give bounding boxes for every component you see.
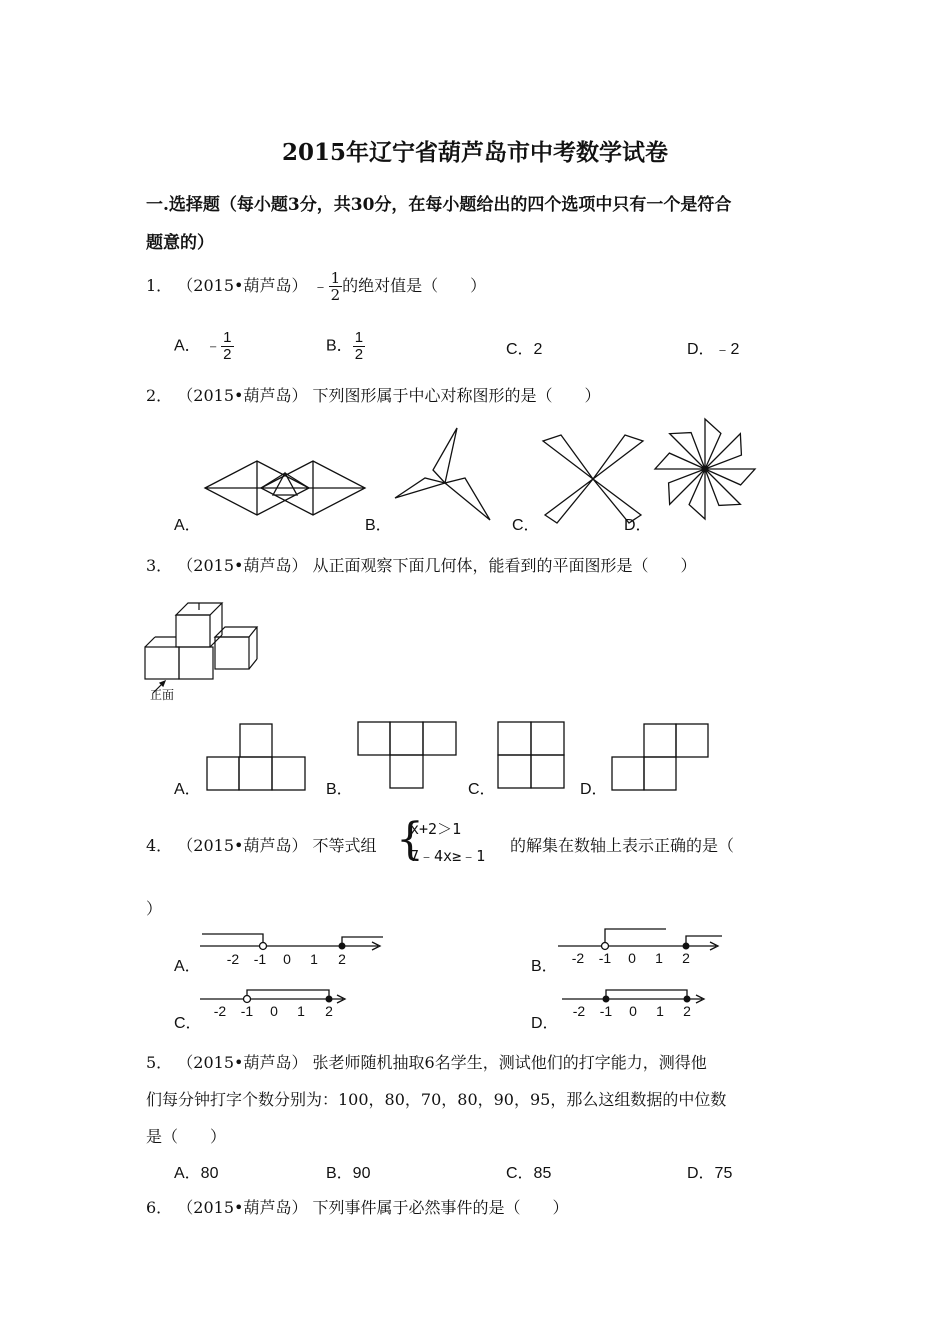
q4-numberline-c xyxy=(200,985,355,1021)
q4-c-tick-3: 1 xyxy=(297,1003,305,1019)
q1-option-b-num: 1 xyxy=(354,329,364,346)
q3-figure-a xyxy=(207,724,305,790)
q1-option-b-fraction xyxy=(353,330,365,363)
q4-option-b-label[interactable]: B． xyxy=(531,958,558,975)
q4-d-tick-2: 0 xyxy=(629,1003,637,1019)
q1-option-a-sign: ﹣ xyxy=(205,337,222,355)
question-5 xyxy=(146,1050,707,1073)
q4-d-tick-0: -2 xyxy=(572,1003,586,1019)
q3-option-a-label[interactable]: A． xyxy=(174,781,201,798)
q5-option-a[interactable]: A．80 xyxy=(174,1165,219,1182)
q1-option-a[interactable] xyxy=(174,330,234,363)
q4-c-tick-0: -2 xyxy=(213,1003,227,1019)
q4-a-tick-1: -1 xyxy=(253,951,267,967)
q4-a-tick-2: 0 xyxy=(283,951,291,967)
q3-number: 3． xyxy=(146,556,173,575)
q4-option-a-label[interactable]: A． xyxy=(174,958,201,975)
q1-number: 1． xyxy=(146,276,173,295)
q4-b-tick-3: 1 xyxy=(655,950,663,966)
q3-front-label: 正面 xyxy=(150,688,175,702)
q1-option-a-fraction xyxy=(221,330,233,363)
question-4 xyxy=(146,833,377,856)
q3-figure-b xyxy=(358,722,456,788)
q2-figure-b xyxy=(395,428,495,523)
pinwheel-blade xyxy=(705,469,740,505)
q2-option-d-label[interactable]: D． xyxy=(624,517,652,534)
pinwheel-blade xyxy=(670,433,705,469)
q4-d-tick-4: 2 xyxy=(683,1003,691,1019)
q4-text-after: 的解集在数轴上表示正确的是（ xyxy=(510,836,735,855)
q2-number: 2． xyxy=(146,386,173,405)
pinwheel-blade xyxy=(669,469,705,504)
section-heading-line1: 一.选择题（每小题3分，共30分，在每小题给出的四个选项中只有一个是符合 xyxy=(146,195,732,215)
q1-option-d[interactable]: D．﹣2 xyxy=(687,341,740,358)
q1-text: 的绝对值是（ ） xyxy=(342,276,487,295)
q1-option-a-den: 2 xyxy=(223,346,232,363)
q1-option-b-label: B． xyxy=(326,337,353,355)
q2-figure-a xyxy=(205,455,365,521)
q4-option-c-label[interactable]: C． xyxy=(174,1015,202,1032)
q5-option-c[interactable]: C．85 xyxy=(506,1165,552,1182)
q1-fraction xyxy=(329,270,343,303)
q1-option-a-num: 1 xyxy=(223,329,232,346)
question-1 xyxy=(146,270,486,303)
q1-prefix: ﹣ xyxy=(312,276,329,295)
exam-title: 2015年辽宁省葫芦岛市中考数学试卷 xyxy=(281,139,668,166)
q6-text: 下列事件属于必然事件的是（ ） xyxy=(312,1198,569,1217)
q1-option-b[interactable] xyxy=(326,330,365,363)
q4-numberline-d xyxy=(562,985,712,1021)
q2-text: 下列图形属于中心对称图形的是（ ） xyxy=(312,386,601,405)
q4-source: （2015•葫芦岛） xyxy=(177,836,308,855)
q1-frac-denominator: 2 xyxy=(330,286,341,304)
section-heading-line2: 题意的） xyxy=(146,233,214,253)
q4-b-tick-1: -1 xyxy=(598,950,612,966)
q2-source: （2015•葫芦岛） xyxy=(177,386,308,405)
q5-option-b[interactable]: B．90 xyxy=(326,1165,371,1182)
question-6 xyxy=(146,1195,569,1218)
q5-source: （2015•葫芦岛） xyxy=(177,1053,308,1072)
q4-text-before: 不等式组 xyxy=(312,836,377,855)
q4-b-tick-4: 2 xyxy=(682,950,690,966)
q4-inequality-2: 7﹣4x≥﹣1 xyxy=(410,847,486,865)
q1-option-a-label: A． xyxy=(174,337,201,355)
q4-c-tick-1: -1 xyxy=(240,1003,254,1019)
q4-c-tick-4: 2 xyxy=(325,1003,333,1019)
q2-option-b-label[interactable]: B． xyxy=(365,517,392,534)
q4-b-tick-2: 0 xyxy=(628,950,636,966)
q6-number: 6． xyxy=(146,1198,173,1217)
q4-number: 4． xyxy=(146,836,173,855)
q3-figure-c xyxy=(498,722,564,788)
q4-a-tick-3: 1 xyxy=(310,951,318,967)
q5-line2: 们每分钟打字个数分别为：100，80，70，80，90，95，那么这组数据的中位数 xyxy=(146,1090,727,1109)
q3-source: （2015•葫芦岛） xyxy=(177,556,308,575)
q2-figure-c xyxy=(543,435,643,523)
q3-figure-d xyxy=(612,724,708,790)
q2-option-c-label[interactable]: C． xyxy=(512,517,540,534)
question-2 xyxy=(146,383,601,406)
q4-inequality-1: x+2＞1 xyxy=(410,820,462,838)
pinwheel-blade xyxy=(705,434,741,469)
q3-option-b-label[interactable]: B． xyxy=(326,781,353,798)
q5-number: 5． xyxy=(146,1053,173,1072)
q2-option-a-label[interactable]: A． xyxy=(174,517,201,534)
q3-text: 从正面观察下面几何体，能看到的平面图形是（ ） xyxy=(312,556,697,575)
q5-line3: 是（ ） xyxy=(146,1127,227,1146)
q4-d-tick-3: 1 xyxy=(656,1003,664,1019)
q4-b-tick-0: -2 xyxy=(571,950,585,966)
q4-d-tick-1: -1 xyxy=(599,1003,613,1019)
q5-line1: 张老师随机抽取6名学生，测试他们的打字能力，测得他 xyxy=(312,1053,707,1072)
q4-c-tick-2: 0 xyxy=(270,1003,278,1019)
q5-option-d[interactable]: D．75 xyxy=(687,1165,733,1182)
q4-option-d-label[interactable]: D． xyxy=(531,1015,559,1032)
q4-numberline-b xyxy=(558,925,728,967)
q1-frac-numerator: 1 xyxy=(330,269,341,287)
q6-source: （2015•葫芦岛） xyxy=(177,1198,308,1217)
q4-close-paren: ） xyxy=(146,899,163,918)
q2-figure-d xyxy=(655,418,755,520)
q3-option-c-label[interactable]: C． xyxy=(468,781,496,798)
q4-numberline-a xyxy=(200,930,390,968)
q1-option-b-den: 2 xyxy=(354,346,364,363)
q4-a-tick-4: 2 xyxy=(338,951,346,967)
q1-option-c[interactable]: C．2 xyxy=(506,341,543,358)
question-3 xyxy=(146,553,697,576)
q4-brace: { xyxy=(396,814,424,865)
q3-option-d-label[interactable]: D． xyxy=(580,781,608,798)
q4-a-tick-0: -2 xyxy=(226,951,240,967)
q1-source: （2015•葫芦岛） xyxy=(177,276,308,295)
